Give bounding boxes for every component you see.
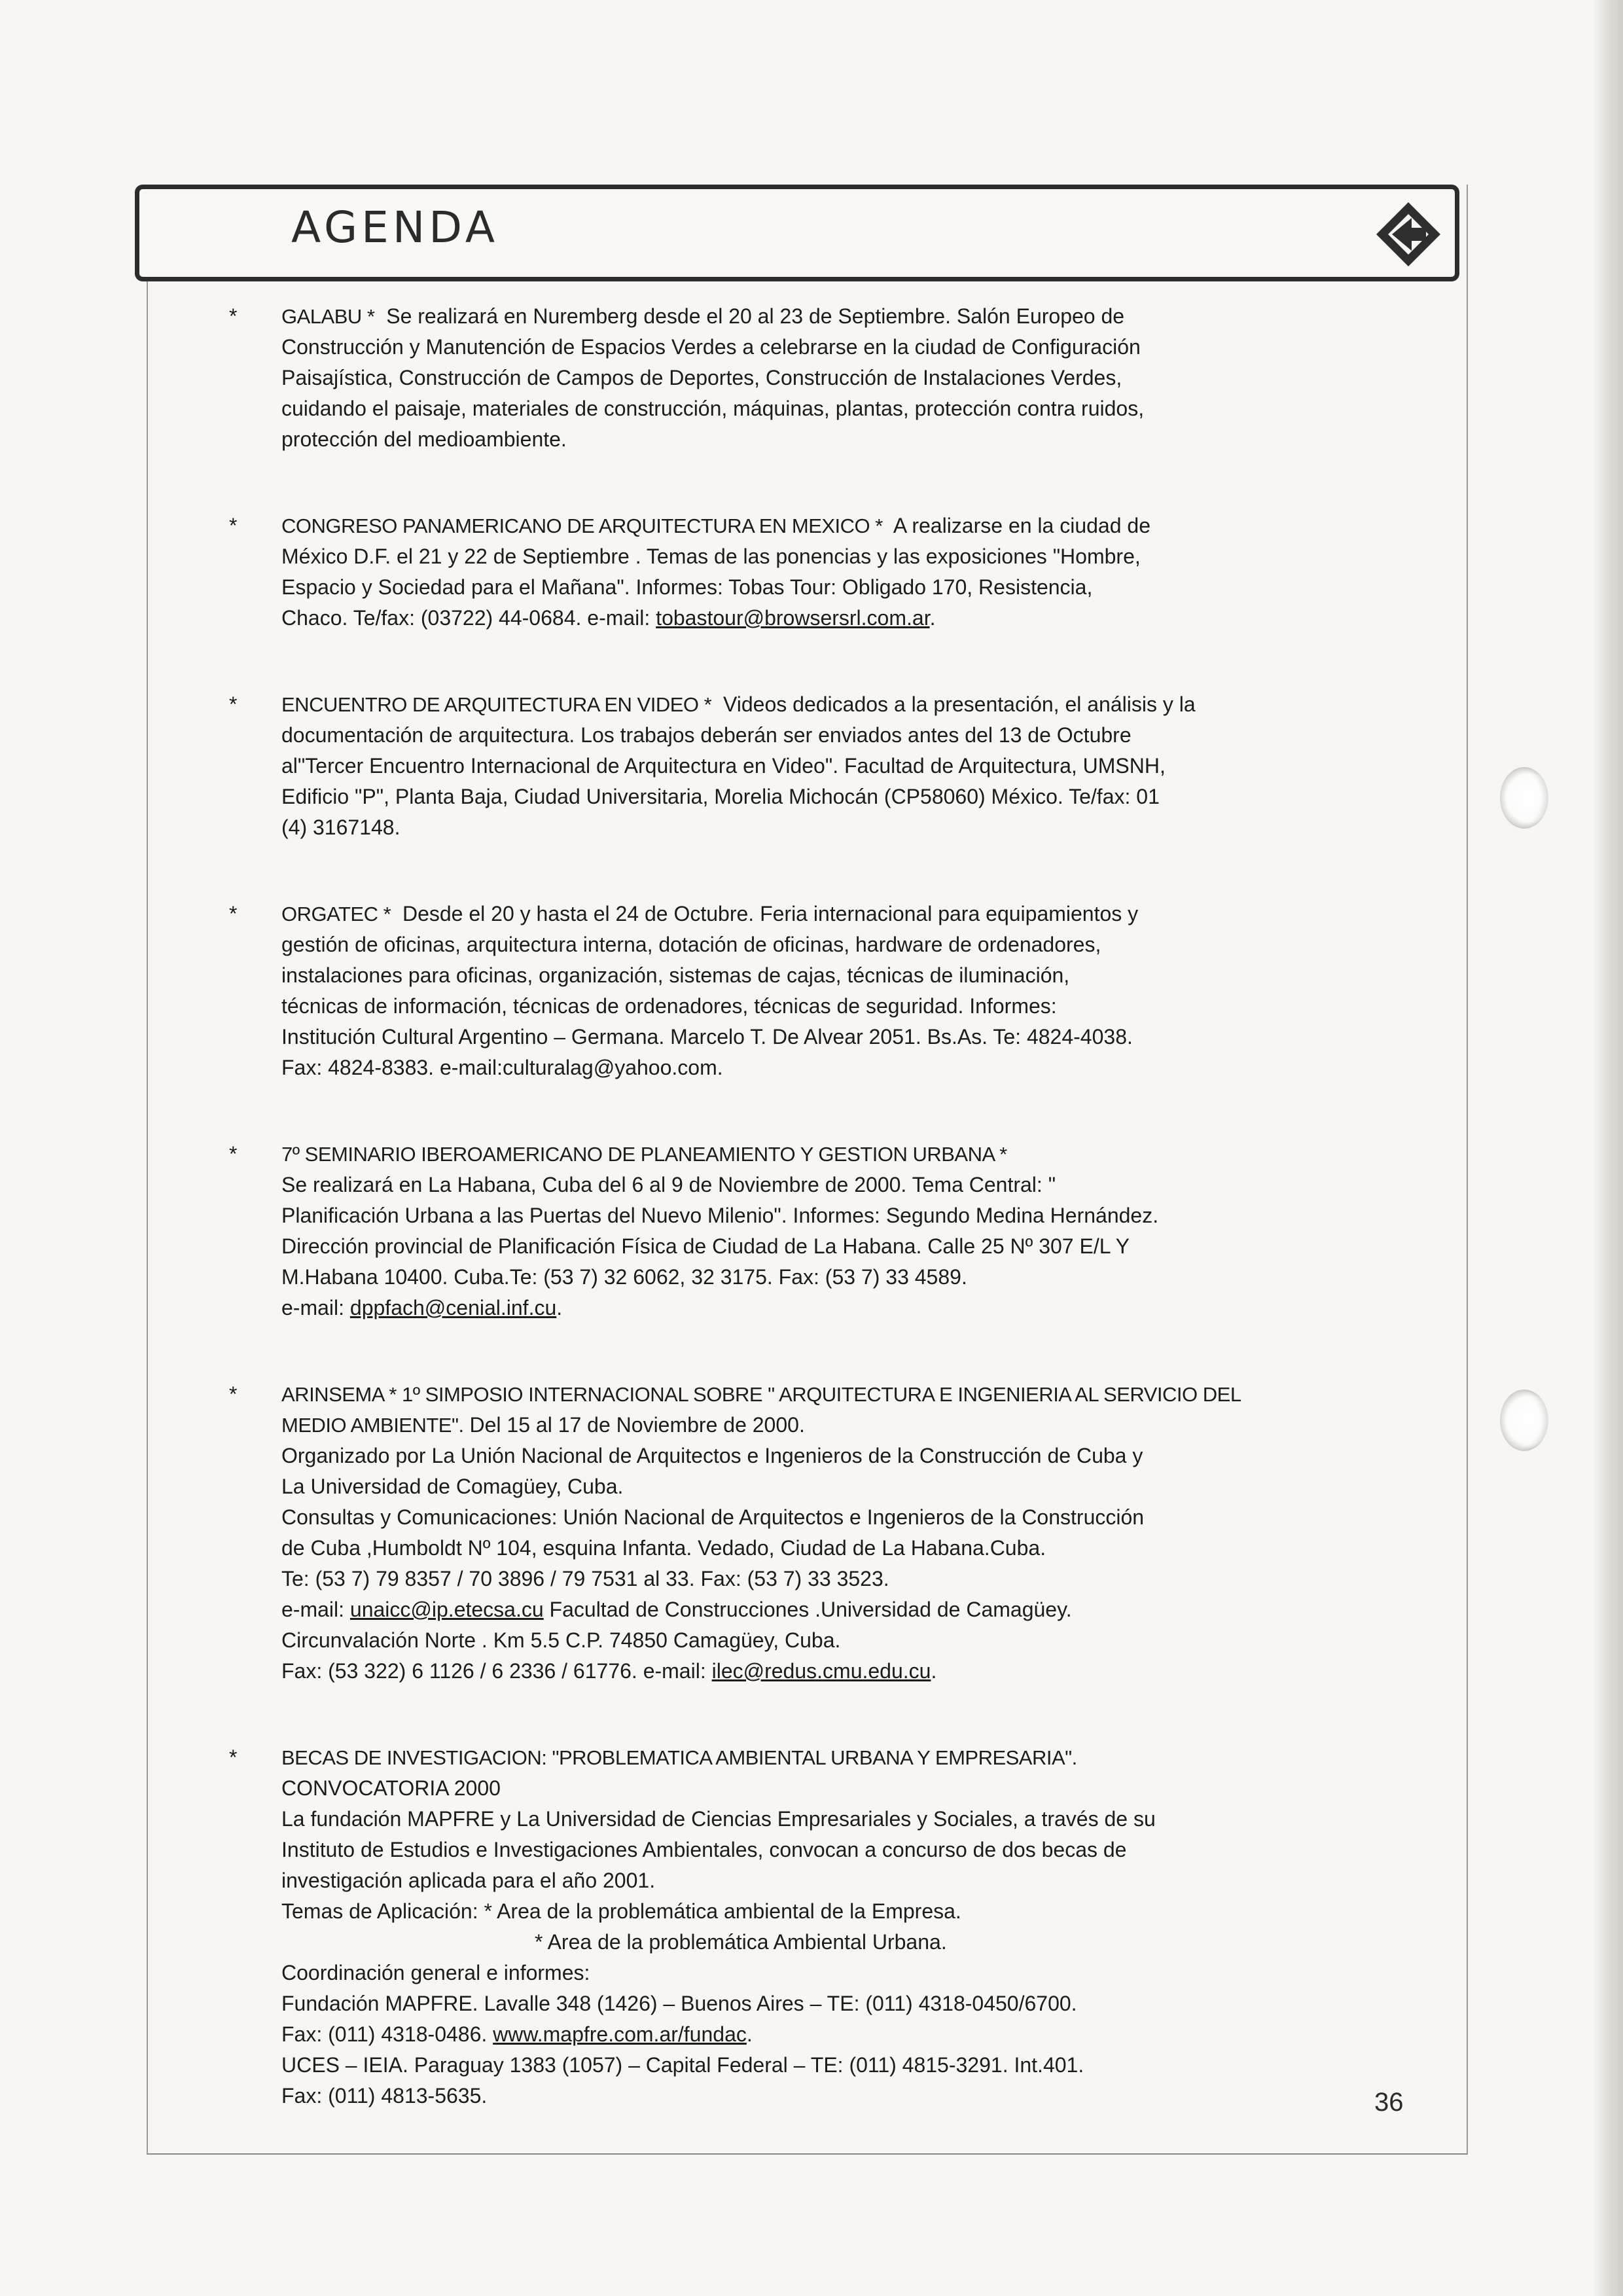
entry-text: Consultas y Comunicaciones: Unión Nacional de Arquitectos e Ingenieros de la Construcción bbox=[281, 1505, 1145, 1529]
entry-text: Espacio y Sociedad para el Mañana". Informes: Tobas Tour: Obligado 170, Resistencia, bbox=[281, 575, 1093, 599]
diamond-arrow-icon bbox=[1372, 198, 1444, 270]
entry-text: Fundación MAPFRE. Lavalle 348 (1426) – Buenos Aires – TE: (011) 4318-0450/6700. bbox=[281, 1992, 1077, 2015]
entry-text: La Universidad de Comagüey, Cuba. bbox=[281, 1475, 624, 1498]
page-number: 36 bbox=[1374, 2088, 1404, 2117]
entry-title: ORGATEC * bbox=[281, 903, 391, 925]
entry-title: 7º SEMINARIO IBEROAMERICANO DE PLANEAMIENTO Y GESTION URBANA * bbox=[281, 1143, 1007, 1166]
entry-text: de Cuba ,Humboldt Nº 104, esquina Infanta. Vedado, Ciudad de La Habana.Cuba. bbox=[281, 1536, 1046, 1560]
entry-subtitle: CONVOCATORIA 2000 bbox=[281, 1776, 501, 1800]
agenda-entry-congreso bbox=[229, 511, 1440, 634]
bullet-asterisk: * bbox=[229, 692, 238, 716]
entry-text: protección del medioambiente. bbox=[281, 427, 567, 451]
entry-text: Fax: (011) 4813-5635. bbox=[281, 2084, 488, 2108]
email-link[interactable]: unaicc@ip.etecsa.cu bbox=[349, 1598, 544, 1621]
entry-text: Circunvalación Norte . Km 5.5 C.P. 74850 Camagüey, Cuba. bbox=[281, 1628, 841, 1652]
entry-text: Institución Cultural Argentino – Germana. Marcelo T. De Alvear 2051. Bs.As. Te: 4824-4038. bbox=[281, 1025, 1133, 1049]
bullet-asterisk: * bbox=[229, 1382, 238, 1406]
entry-title: MEDIO AMBIENTE". bbox=[281, 1414, 464, 1437]
entry-text: Se realizará en Nuremberg desde el 20 al 23 de Septiembre. Salón Europeo de bbox=[386, 304, 1125, 328]
entry-text: . bbox=[746, 2022, 753, 2046]
entry-text: Dirección provincial de Planificación Física de Ciudad de La Habana. Calle 25 Nº 307 E/L Y bbox=[281, 1234, 1130, 1258]
entry-text: UCES – IEIA. Paraguay 1383 (1057) – Capital Federal – TE: (011) 4815-3291. Int.401. bbox=[281, 2053, 1084, 2077]
page-edge-shadow bbox=[1593, 0, 1623, 2296]
entry-text: gestión de oficinas, arquitectura interna, dotación de oficinas, hardware de ordenadores, bbox=[281, 933, 1101, 956]
entry-text: Fax: (53 322) 6 1126 / 6 2336 / 61776. e-mail: bbox=[281, 1659, 706, 1683]
entry-text: Chaco. Te/fax: (03722) 44-0684. e-mail: bbox=[281, 606, 651, 630]
entry-text: al"Tercer Encuentro Internacional de Arquitectura en Video". Facultad de Arquitectura, UMSNH, bbox=[281, 754, 1166, 778]
entry-text: e-mail: bbox=[281, 1598, 345, 1621]
entry-text: * Area de la problemática Ambiental Urbana. bbox=[535, 1930, 947, 1954]
entry-text: A realizarse en la ciudad de bbox=[893, 514, 1150, 537]
agenda-content bbox=[229, 301, 1440, 2108]
agenda-entry-orgatec bbox=[229, 899, 1440, 1083]
email-link[interactable]: ilec@redus.cmu.edu.cu bbox=[711, 1659, 931, 1683]
entry-text: . bbox=[929, 606, 936, 630]
agenda-entry-arinsema bbox=[229, 1379, 1440, 1687]
entry-text: Coordinación general e informes: bbox=[281, 1961, 590, 1984]
entry-title: BECAS DE INVESTIGACION: "PROBLEMATICA AMBIENTAL URBANA Y EMPRESARIA". bbox=[281, 1746, 1077, 1769]
entry-text: Planificación Urbana a las Puertas del Nuevo Milenio". Informes: Segundo Medina Hernández. bbox=[281, 1204, 1159, 1227]
agenda-entry-galabu bbox=[229, 301, 1440, 455]
bullet-asterisk: * bbox=[229, 1746, 238, 1769]
entry-text: . bbox=[931, 1659, 937, 1683]
entry-text: Desde el 20 y hasta el 24 de Octubre. Feria internacional para equipamientos y bbox=[402, 902, 1139, 925]
entry-text: e-mail: bbox=[281, 1296, 345, 1319]
entry-text: México D.F. el 21 y 22 de Septiembre . Temas de las ponencias y las exposiciones "Hombre, bbox=[281, 545, 1141, 568]
bullet-asterisk: * bbox=[229, 902, 238, 925]
entry-text: técnicas de información, técnicas de ordenadores, técnicas de seguridad. Informes: bbox=[281, 994, 1057, 1018]
entry-text: Te: (53 7) 79 8357 / 70 3896 / 79 7531 al 33. Fax: (53 7) 33 3523. bbox=[281, 1567, 889, 1590]
entry-title: ENCUENTRO DE ARQUITECTURA EN VIDEO * bbox=[281, 693, 712, 716]
entry-text: La fundación MAPFRE y La Universidad de Ciencias Empresariales y Sociales, a través de su bbox=[281, 1807, 1156, 1831]
entry-text: instalaciones para oficinas, organización, sistemas de cajas, técnicas de iluminación, bbox=[281, 963, 1070, 987]
bullet-asterisk: * bbox=[229, 514, 238, 537]
entry-text: Fax: 4824-8383. e-mail:culturalag@yahoo.com. bbox=[281, 1056, 723, 1079]
email-link[interactable]: dppfach@cenial.inf.cu bbox=[349, 1296, 557, 1319]
entry-text: cuidando el paisaje, materiales de construcción, máquinas, plantas, protección contra ruidos, bbox=[281, 397, 1145, 420]
agenda-entry-becas bbox=[229, 1742, 1440, 2111]
agenda-header bbox=[135, 185, 1459, 281]
punch-hole bbox=[1500, 1390, 1548, 1451]
punch-hole bbox=[1500, 767, 1548, 829]
entry-text: Paisajística, Construcción de Campos de Deportes, Construcción de Instalaciones Verdes, bbox=[281, 366, 1122, 389]
email-link[interactable]: tobastour@browsersrl.com.ar bbox=[656, 606, 930, 630]
bullet-asterisk: * bbox=[229, 1142, 238, 1166]
entry-title: ARINSEMA * 1º SIMPOSIO INTERNACIONAL SOBRE " ARQUITECTURA E INGENIERIA AL SERVICIO DEL bbox=[281, 1383, 1241, 1406]
bullet-asterisk: * bbox=[229, 304, 238, 328]
entry-text: Temas de Aplicación: * Area de la problemática ambiental de la Empresa. bbox=[281, 1899, 961, 1923]
entry-text: Organizado por La Unión Nacional de Arquitectos e Ingenieros de la Construcción de Cuba y bbox=[281, 1444, 1143, 1467]
entry-text: documentación de arquitectura. Los trabajos deberán ser enviados antes del 13 de Octubre bbox=[281, 723, 1132, 747]
entry-text: (4) 3167148. bbox=[281, 816, 401, 839]
entry-text: Se realizará en La Habana, Cuba del 6 al 9 de Noviembre de 2000. Tema Central: " bbox=[281, 1173, 1056, 1196]
agenda-entry-encuentro bbox=[229, 689, 1440, 843]
entry-text: Facultad de Construcciones .Universidad de Camagüey. bbox=[543, 1598, 1072, 1621]
page-title: AGENDA bbox=[291, 202, 499, 253]
entry-text: . bbox=[556, 1296, 563, 1319]
entry-title: CONGRESO PANAMERICANO DE ARQUITECTURA EN MEXICO * bbox=[281, 514, 883, 537]
entry-text: Fax: (011) 4318-0486. bbox=[281, 2022, 488, 2046]
entry-text: Edificio "P", Planta Baja, Ciudad Universitaria, Morelia Michocán (CP58060) México. Te/fax: 01 bbox=[281, 785, 1160, 808]
entry-text: Del 15 al 17 de Noviembre de 2000. bbox=[469, 1413, 805, 1437]
entry-title: GALABU * bbox=[281, 305, 375, 328]
entry-text: Videos dedicados a la presentación, el análisis y la bbox=[723, 692, 1196, 716]
entry-text: Construcción y Manutención de Espacios Verdes a celebrarse en la ciudad de Configuración bbox=[281, 335, 1141, 359]
entry-text: investigación aplicada para el año 2001. bbox=[281, 1869, 656, 1892]
entry-text: M.Habana 10400. Cuba.Te: (53 7) 32 6062, 32 3175. Fax: (53 7) 33 4589. bbox=[281, 1265, 967, 1289]
agenda-entry-seminario bbox=[229, 1139, 1440, 1323]
entry-text: Instituto de Estudios e Investigaciones Ambientales, convocan a concurso de dos becas de bbox=[281, 1838, 1127, 1861]
web-link[interactable]: www.mapfre.com.ar/fundac bbox=[493, 2022, 747, 2046]
